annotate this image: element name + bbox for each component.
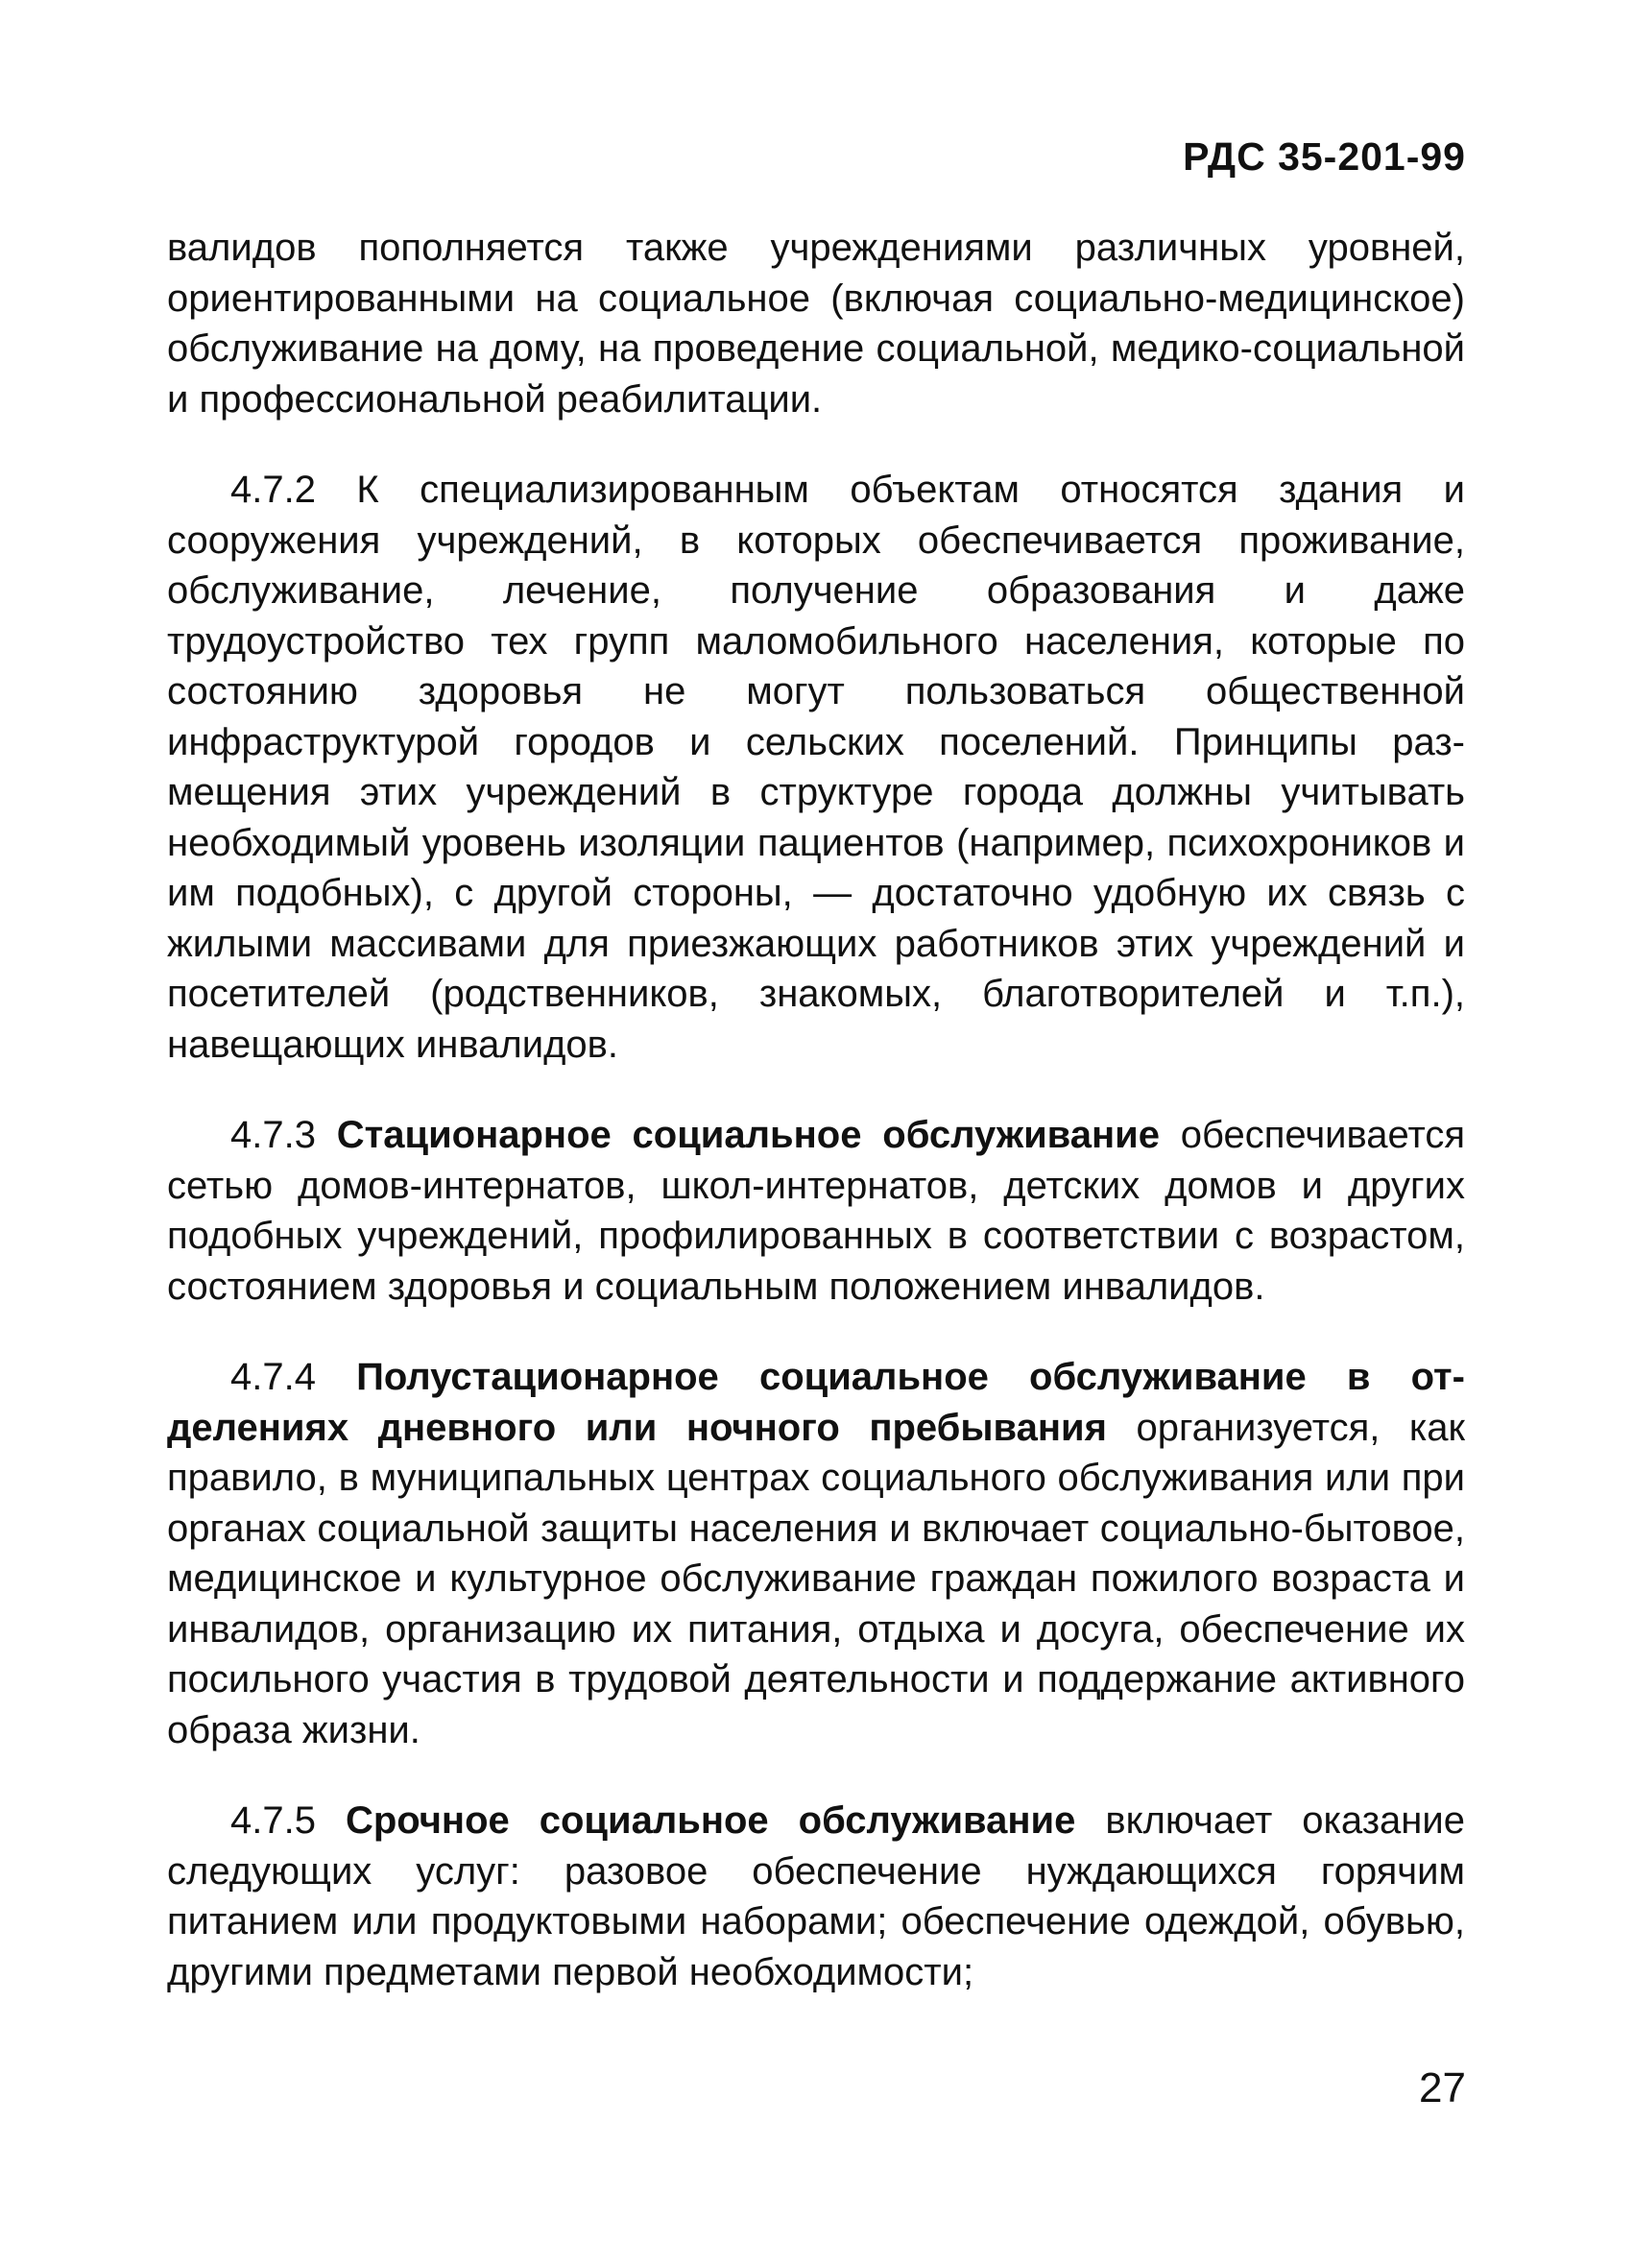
paragraph-continuation: [167, 223, 1465, 424]
bold-term: Стационарное социальное обслуживание: [336, 1114, 1160, 1156]
paragraph-text: К специализированным объектам относятся здания и сооружения учреждений, в которых обеспечивается проживание, обслуживание, лечение, получение образования и даже трудоустройство тех групп маломобильного населения, которые по состоянию здоровья не могут пользоваться общественной инфраструктурой городов и сельских поселений. Принципы размещения этих учреждений в структуре города должны учитывать необходимый уровень изоляции пациентов (например, психохроников и им подобных), с другой стороны, — достаточно удобную их связь с жилыми массивами для приезжающих работников этих учреждений и посетителей (родственников, знакомых, благотворителей и т.п.), навещающих инвалидов.: [167, 469, 1465, 1066]
paragraph-4-7-3: [167, 1110, 1465, 1312]
paragraph-number: 4.7.2: [230, 469, 316, 511]
body-text: [167, 223, 1465, 1997]
running-header: РДС 35-201-99: [1183, 134, 1466, 179]
bold-term: Полустационарное социальное обслуживание в отделениях дневного или ночного пребывания: [167, 1356, 1465, 1449]
paragraph-number: 4.7.4: [230, 1356, 316, 1398]
bold-term: Срочное социальное обслуживание: [345, 1799, 1076, 1842]
paragraph-number: 4.7.5: [230, 1799, 316, 1842]
paragraph-4-7-4: [167, 1352, 1465, 1755]
paragraph-text: организуется, как правило, в муниципальных центрах социального обслуживания или при органах социальной защиты населения и включает социально-бытовое, медицинское и культурное обслуживание граждан пожилого возраста и инвалидов, организацию их питания, отдыха и досуга, обеспечение их посильного участия в трудовой деятельности и поддержание активного образа жизни.: [167, 1406, 1465, 1751]
paragraph-text: обеспечивается сетью домов-интернатов, школ-интернатов, детских домов и других подобных учреждений, профилированных в соответствии с возрастом, состоянием здоровья и социальным положением инвалидов.: [167, 1114, 1465, 1308]
paragraph-4-7-2: [167, 465, 1465, 1070]
paragraph-text: включает оказание следующих услуг: разовое обеспечение нуждающихся горячим питанием или продуктовыми наборами; обеспечение одеждой, обувью, другими предметами первой необходимости;: [167, 1799, 1465, 1993]
paragraph-number: 4.7.3: [230, 1114, 316, 1156]
page-number: 27: [1419, 2064, 1466, 2111]
paragraph-4-7-5: [167, 1796, 1465, 1997]
paragraph-text: валидов пополняется также учреждениями различных уровней, ориентированными на социальное (включая социально-медицинское) обслуживание на дому, на проведение социальной, медико-социальной и профессиональной реабилитации.: [167, 227, 1465, 421]
